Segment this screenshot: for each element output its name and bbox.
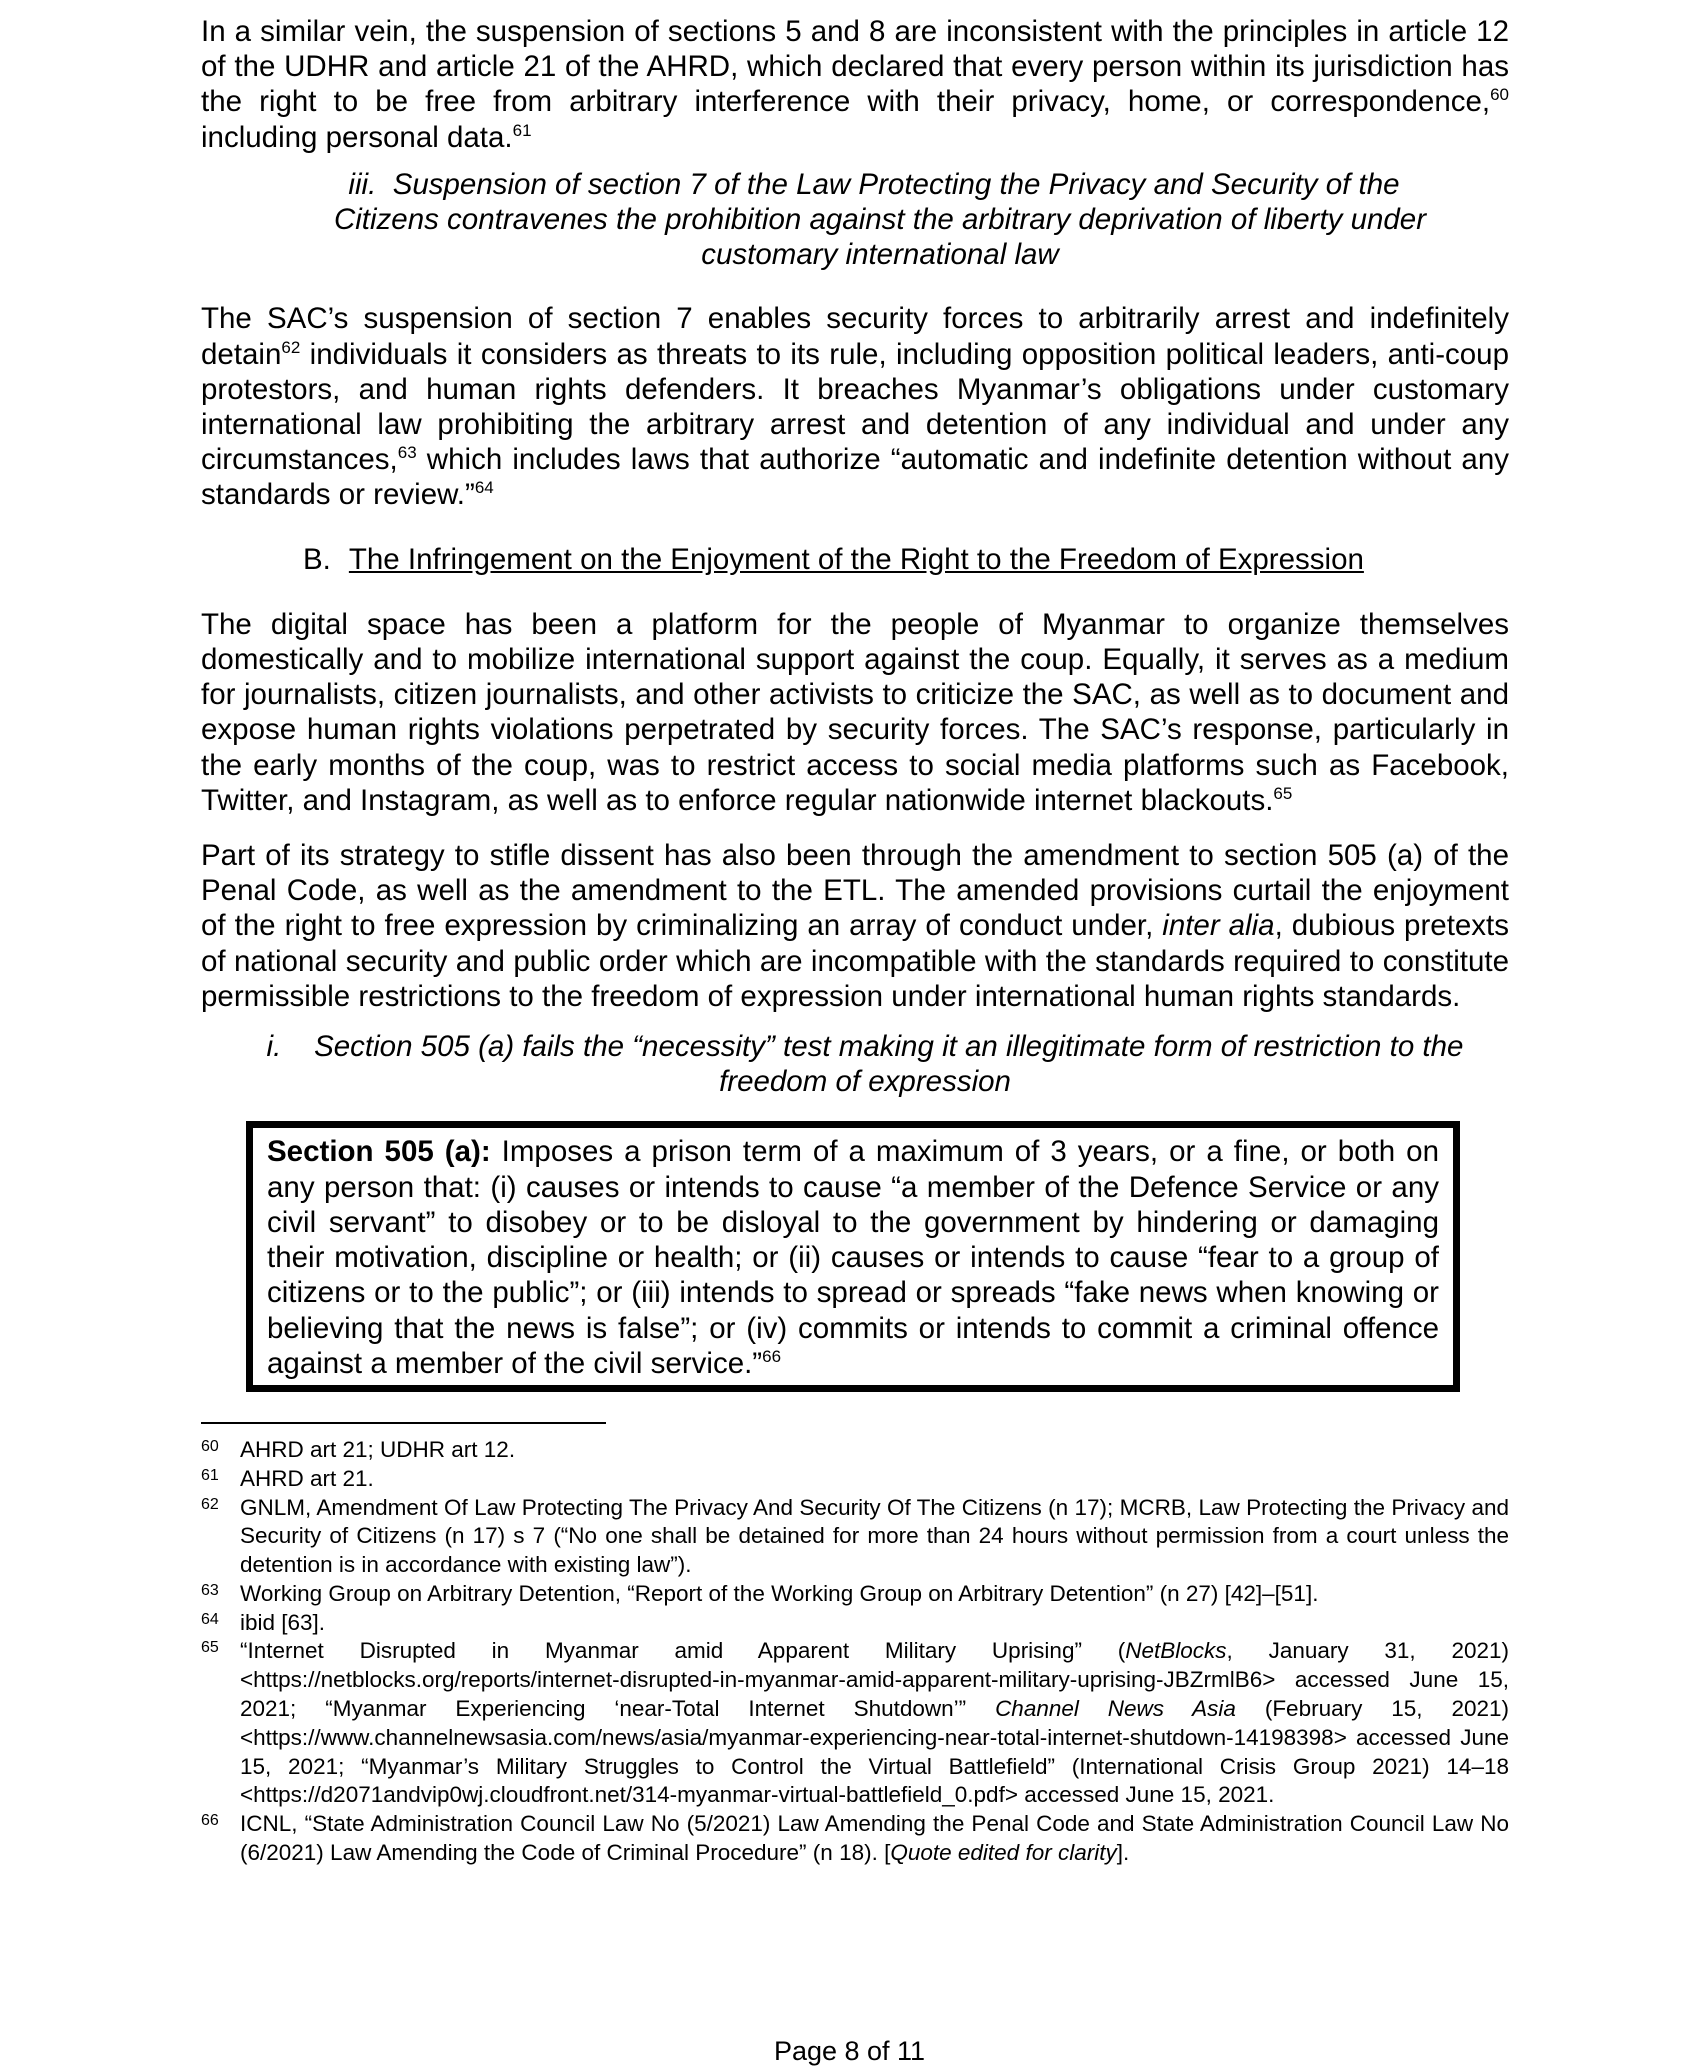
- footnote-ref-66[interactable]: 66: [762, 1346, 782, 1366]
- footnote-63: 63 Working Group on Arbitrary Detention, “Report of the Working Group on Arbitrary Detention” (n 27) [42]–[51].: [201, 1580, 1319, 1606]
- footnote-ref-64[interactable]: 64: [474, 478, 494, 498]
- footnote-ref-63[interactable]: 63: [397, 443, 417, 463]
- footnote-66: 66 ICNL, “State Administration Council Law No (5/2021) Law Amending the Penal Code and State Administration Council Law No (6/2021) Law Amending the Code of Criminal Procedure” (n 18). [Quote edited for clarity].: [201, 1811, 1509, 1866]
- footnotes: [201, 1436, 1509, 1868]
- footnote-ref-61[interactable]: 61: [512, 120, 532, 140]
- subheading-i: i. Section 505 (a) fails the “necessity” test making it an illegitimate form of restriction to the freedom of expression: [266, 1030, 1464, 1099]
- footnote-61: 61 AHRD art 21.: [201, 1465, 374, 1491]
- footnote-ref-65[interactable]: 65: [1273, 783, 1293, 803]
- footnote-ref-62[interactable]: 62: [281, 337, 301, 357]
- subheading-iii: iii. Suspension of section 7 of the Law Protecting the Privacy and Security of the Citizens contravenes the prohibition against the arbitrary deprivation of liberty under customary international law: [333, 167, 1427, 272]
- section-heading-b: B. The Infringement on the Enjoyment of the Right to the Freedom of Expression: [303, 542, 1364, 576]
- section-505a-text: Section 505 (a): Imposes a prison term of a maximum of 3 years, or a fine, or both on any person that: (i) causes or intends to cause “a member of the Defence Service or any civil servant” to disobey or to be disloyal to the government by hindering or damaging their motivation, discipline or health; or (ii) causes or intends to cause “fear to a group of citizens or to the public”; or (iii) intends to spread or spreads “fake news when knowing or believing that the news is false”; or (iv) commits or intends to commit a criminal offence against a member of the civil service.”$^{66}$: [267, 1135, 1439, 1380]
- paragraph-digital-space: The digital space has been a platform for the people of Myanmar to organize themselves domestically and to mobilize international support against the coup. Equally, it serves as a medium for journalists, citizen journalists, and other activists to criticize the SAC, as well as to document and expose human rights violations perpetrated by security forces. The SAC’s response, particularly in the early months of the coup, was to restrict access to social media platforms such as Facebook, Twitter, and Instagram, as well as to enforce regular nationwide internet blackouts.$^{65}$: [201, 607, 1509, 817]
- footnote-65: 65 “Internet Disrupted in Myanmar amid Apparent Military Uprising” (NetBlocks, January 31, 2021) <https://netblocks.org/reports/internet-disrupted-in-myanmar-amid-apparent-military-uprising-JBZrmlB6> accessed June 15, 2021; “Myanmar Experiencing ‘near-Total Internet Shutdown’” Channel News Asia (February 15, 2021) <https://www.channelnewsasia.com/news/asia/myanmar-experiencing-near-total-internet-shutdown-14198398> accessed June 15, 2021; “Myanmar’s Military Struggles to Control the Virtual Battlefield” (International Crisis Group 2021) 14–18 <https://d2071andvip0wj.cloudfront.net/314-myanmar-virtual-battlefield_0.pdf> accessed June 15, 2021.: [201, 1638, 1510, 1808]
- paragraph-privacy: In a similar vein, the suspension of sections 5 and 8 are inconsistent with the principles in article 12 of the UDHR and article 21 of the AHRD, which declared that every person within its jurisdiction has the right to be free from arbitrary interference with their privacy, home, or correspondence,$^{60}$ including personal data.$^{61}$: [201, 15, 1509, 154]
- section-505a-box: [246, 1121, 1460, 1391]
- footnote-ref-60[interactable]: 60: [1490, 85, 1509, 105]
- paragraph-section-7: The SAC’s suspension of section 7 enables security forces to arbitrarily arrest and indefinitely detain$^{62}$ individuals it considers as threats to its rule, including opposition political leaders, anti-coup protestors, and human rights defenders. It breaches Myanmar’s obligations under customary international law prohibiting the arbitrary arrest and detention of any individual and under any circumstances,$^{63}$ which includes laws that authorize “automatic and indefinite detention without any standards or review.”$^{64}$: [201, 302, 1509, 512]
- paragraph-strategy: Part of its strategy to stifle dissent has also been through the amendment to section 505 (a) of the Penal Code, as well as the amendment to the ETL. The amended provisions curtail the enjoyment of the right to free expression by criminalizing an array of conduct under, inter alia, dubious pretexts of national security and public order which are incompatible with the standards required to constitute permissible restrictions to the freedom of expression under international human rights standards.: [201, 839, 1509, 1013]
- footnote-60: 60 AHRD art 21; UDHR art 12.: [201, 1436, 516, 1462]
- page-number: Page 8 of 11: [773, 2036, 926, 2066]
- footnote-62: 62 GNLM, Amendment Of Law Protecting The Privacy And Security Of The Citizens (n 17); MCRB, Law Protecting the Privacy and Security of Citizens (n 17) s 7 (“No one shall be detained for more than 24 hours without permission from a court unless the detention is in accordance with existing law”).: [201, 1494, 1509, 1578]
- document-page: [201, 14, 1509, 1868]
- footnote-64: 64 ibid [63].: [201, 1609, 326, 1635]
